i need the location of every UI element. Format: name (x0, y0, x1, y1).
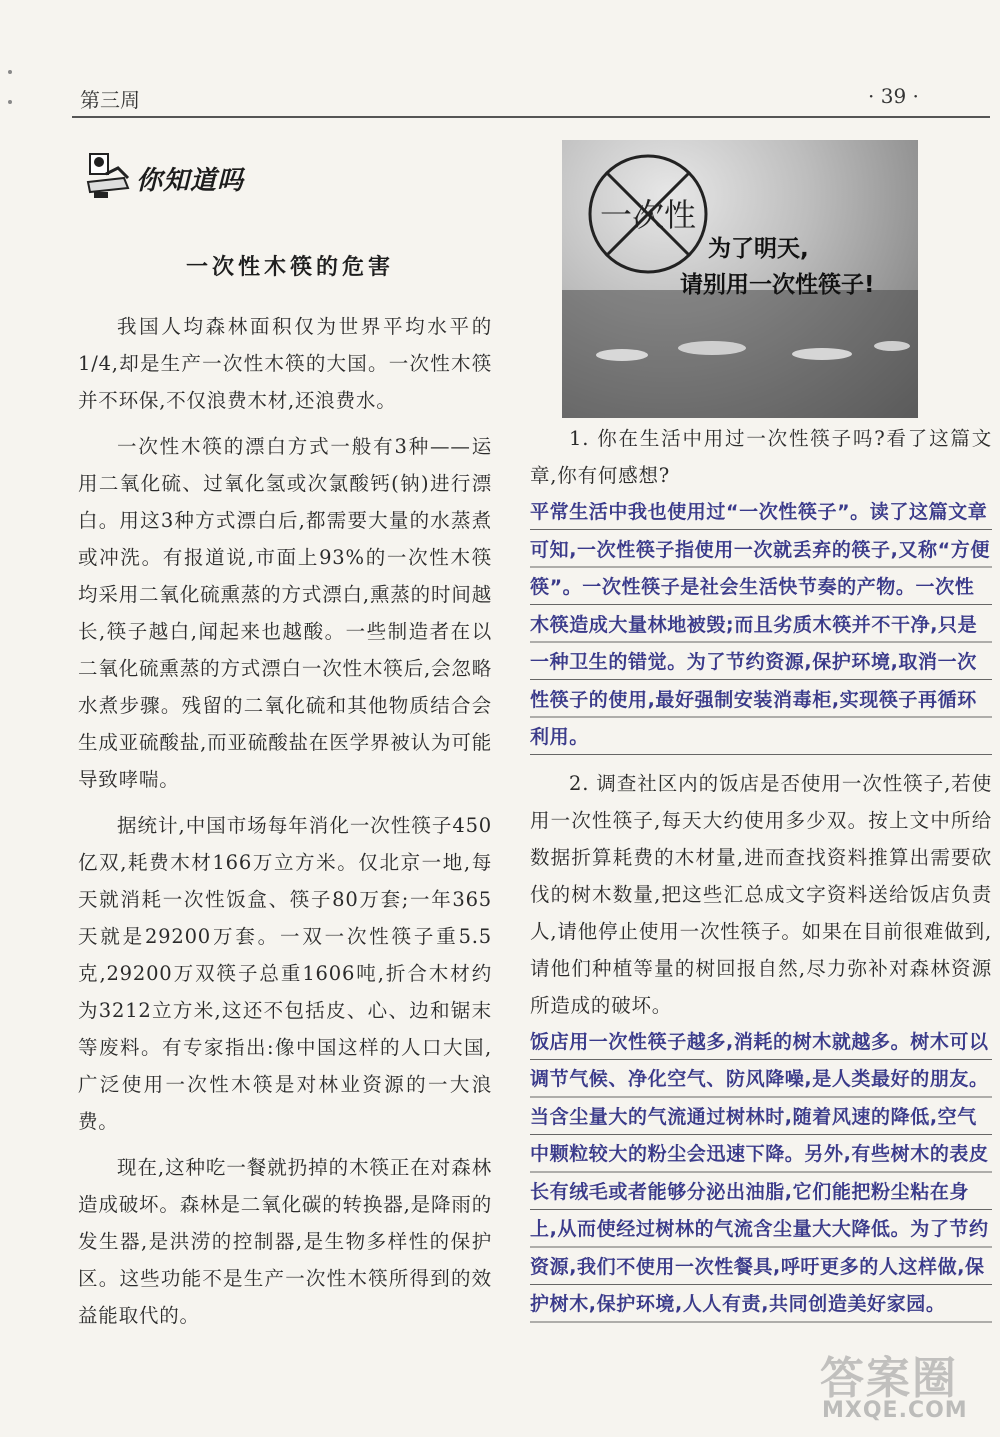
answer-2: 饭店用一次性筷子越多,消耗的树木就越多。树木可以调节气候、净化空气、防风降噪,是人类最好的朋友。当含尘量大的气流通过树林时,随着风速的降低,空气中颗粒较大的粉尘会迅速下降。另外,有些树木的表皮长有绒毛或者能够分泌出油脂,它们能把粉尘粘在身上,从而使经过树林的气流含尘量大大降低。为了节约资源,我们不使用一次性餐具,呼吁更多的人这样做,保护树木,保护环境,人人有责,共同创造美好家园。 (530, 1024, 992, 1324)
watermark-logo: 答案圈 (820, 1353, 958, 1404)
header-rule (72, 116, 990, 118)
article-title: 一次性木筷的危害 (185, 254, 394, 280)
article-paragraph: 一次性木筷的漂白方式一般有3种——运用二氧化硫、过氧化氢或次氯酸钙(钠)进行漂白。用这3种方式漂白后,都需要大量的水蒸煮或冲洗。有报道说,市面上93%的一次性木筷均采用二氧化硫熏蒸的方式漂白,熏蒸的时间越长,筷子越白,闻起来也越酸。一些制造者在以二氧化硫熏蒸的方式漂白一次性木筷后,会忽略水煮步骤。残留的二氧化硫和其他物质结合会生成亚硫酸盐,而亚硫酸盐在医学界被认为可能导致哮喘。 (78, 435, 492, 791)
page-number: · 39 · (868, 84, 919, 108)
article-paragraph: 据统计,中国市场每年消化一次性筷子450亿双,耗费木材166万立方米。仅北京一地,每天就消耗一次性饭盒、筷子80万套;一年365天就是29200万套。一双一次性筷子重5.5克,29200万双筷子总重1606吨,折合木材约为3212立方米,这还不包括皮、心、边和锯末等废料。有专家指出:像中国这样的人口大国,广泛使用一次性木筷是对林业资源的一大浪费。 (78, 814, 492, 1133)
question-2: 2. 调查社区内的饭店是否使用一次性筷子,若使用一次性筷子,每天大约使用多少双。按上文中所给数据折算耗费的木材量,进而查找资料推算出需要砍伐的树木数量,把这些汇总成文字资料送给饭店负责人,请他停止使用一次性筷子。如果在目前很难做到,请他们种植等量的树回报自然,尽力弥补对森林资源所造成的破坏。 (530, 771, 992, 1017)
prohibition-stamp-text: 一次性 (600, 196, 697, 234)
article-paragraph: 我国人均森林面积仅为世界平均水平的1/4,却是生产一次性木筷的大国。一次性木筷并不环保,不仅浪费木材,还浪费水。 (78, 315, 492, 412)
answer-1: 平常生活中我也使用过“一次性筷子”。读了这篇文章可知,一次性筷子指使用一次就丢弃的筷子,又称“方便筷”。一次性筷子是社会生活快节奏的产物。一次性木筷造成大量林地被毁;而且劣质木筷并不干净,只是一种卫生的错觉。为了节约资源,保护环境,取消一次性筷子的使用,最好强制安装消毒柜,实现筷子再循环利用。 (530, 494, 992, 757)
scan-speck (8, 70, 12, 74)
week-label: 第三周 (80, 88, 140, 112)
reading-person-icon (84, 148, 144, 200)
scan-speck (8, 100, 12, 104)
watermark-url: MXQE.COM (822, 1398, 968, 1423)
section-tag-title: 你知道吗 (136, 166, 245, 196)
poster-slogan-line1: 为了明天, (708, 236, 809, 262)
question-1: 1. 你在生活中用过一次性筷子吗?看了这篇文章,你有何感想? (530, 427, 992, 487)
article-paragraph: 现在,这种吃一餐就扔掉的木筷正在对森林造成破坏。森林是二氧化碳的转换器,是降雨的发生器,是洪涝的控制器,是生物多样性的保护区。这些功能不是生产一次性木筷所得到的效益能取代的。 (78, 1156, 492, 1327)
article-body (78, 308, 492, 1343)
poster-slogan-line2: 请别用一次性筷子! (680, 272, 875, 298)
question-section (530, 420, 992, 1324)
